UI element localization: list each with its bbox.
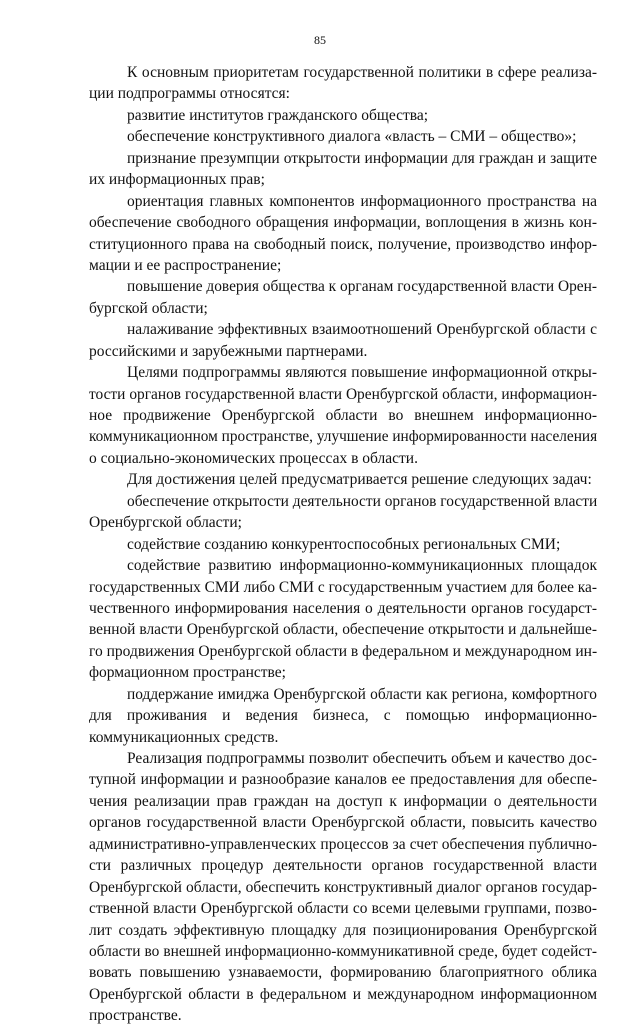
text-line: развитие институтов гражданского общества; [127, 106, 429, 124]
text-line: обеспечение открытости деятельности органов государственной власти [127, 492, 598, 510]
text-line: Для достижения целей предусматривается решение следующих задач: [127, 471, 592, 489]
text-line: обеспечение свободного обращения информации, воплощения в жизнь кон- [89, 214, 597, 232]
text-line: чественного информирования населения о деятельности органов государст- [89, 599, 597, 617]
paragraph [89, 319, 597, 362]
paragraph [89, 148, 597, 191]
text-line: коммуникационном пространстве, улучшение информированности населения [89, 428, 598, 446]
text-line: о социально-экономических процессах в области. [89, 449, 418, 467]
text-line: Оренбургской области, обеспечить конструктивный диалог органов государ- [89, 878, 597, 896]
text-line: ции подпрограммы относятся: [89, 85, 290, 103]
text-line: ственной власти Оренбургской области со всеми целевыми группами, позво- [89, 900, 597, 918]
document-body [89, 62, 597, 1027]
paragraph [89, 362, 597, 469]
paragraph [89, 491, 597, 534]
text-line: для проживания и ведения бизнеса, с помощью информационно- [89, 707, 597, 725]
text-line: лит создать эффективную площадку для позиционирования Оренбургской [89, 921, 597, 939]
text-line: чения реализации прав граждан на доступ к информации о деятельности [89, 792, 597, 810]
text-line: ное продвижение Оренбургской области во внешнем информационно- [89, 407, 597, 424]
paragraph [89, 191, 597, 277]
page-number: 85 [314, 33, 326, 47]
text-line: сти различных процедур деятельности органов государственной власти [89, 857, 597, 875]
text-line: органов государственной власти Оренбургской области, повысить качество [89, 814, 597, 832]
paragraph [89, 105, 597, 126]
text-line: российскими и зарубежными партнерами. [89, 342, 368, 360]
paragraph [89, 555, 597, 684]
paragraph [89, 469, 597, 490]
text-line: административно-управленческих процессов за счет обеспечения публично- [89, 835, 597, 853]
paragraph [89, 62, 597, 105]
text-line: области во внешней информационно-коммуникативной среде, будет содейст- [89, 942, 597, 960]
text-line: обеспечение конструктивного диалога «власть – СМИ – общество»; [127, 128, 577, 146]
text-line: формационном пространстве; [89, 664, 286, 682]
text-line: содействие развитию информационно-коммуникационных площадок [127, 557, 597, 575]
text-line: венной власти Оренбургской области, обеспечение открытости и дальнейше- [89, 621, 597, 639]
paragraph [89, 126, 597, 147]
paragraph [89, 534, 597, 555]
text-line: Реализация подпрограммы позволит обеспечить объем и качество дос- [127, 750, 597, 767]
text-line: ориентация главных компонентов информационного пространства на [127, 192, 597, 210]
text-line: признание презумпции открытости информации для граждан и защите [127, 149, 597, 167]
text-line: государственных СМИ либо СМИ с государственным участием для более ка- [89, 578, 597, 596]
paragraph [89, 276, 597, 319]
text-line: коммуникационных средств. [89, 728, 279, 746]
text-line: тупной информации и разнообразие каналов ее предоставления для обеспе- [89, 771, 597, 789]
text-line: бургской области; [89, 299, 208, 317]
paragraph [89, 684, 597, 748]
text-line: вовать повышению узнаваемости, формированию благоприятного облика [89, 964, 597, 982]
text-line: Оренбургской области в федеральном и международном информационном [89, 985, 597, 1003]
text-line: налаживание эффективных взаимоотношений Оренбургской области с [127, 321, 597, 339]
text-line: К основным приоритетам государственной политики в сфере реализа- [127, 64, 597, 81]
text-line: го продвижения Оренбургской области в федеральном и международном ин- [89, 642, 598, 660]
text-line: ституционного права на свободный поиск, получение, производство инфор- [89, 235, 597, 253]
text-line: поддержание имиджа Оренбургской области как региона, комфортного [127, 685, 597, 703]
text-line: мации и ее распространение; [89, 256, 282, 274]
paragraph [89, 748, 597, 1027]
text-line: Оренбургской области; [89, 514, 242, 532]
text-line: их информационных прав; [89, 171, 265, 189]
text-line: пространстве. [89, 1007, 182, 1025]
text-line: содействие созданию конкурентоспособных региональных СМИ; [127, 535, 561, 553]
text-line: тости органов государственной власти Оренбургской области, информацион- [89, 385, 597, 403]
text-line: Целями подпрограммы являются повышение информационной откры- [127, 364, 597, 382]
text-line: повышение доверия общества к органам государственной власти Орен- [127, 278, 597, 296]
